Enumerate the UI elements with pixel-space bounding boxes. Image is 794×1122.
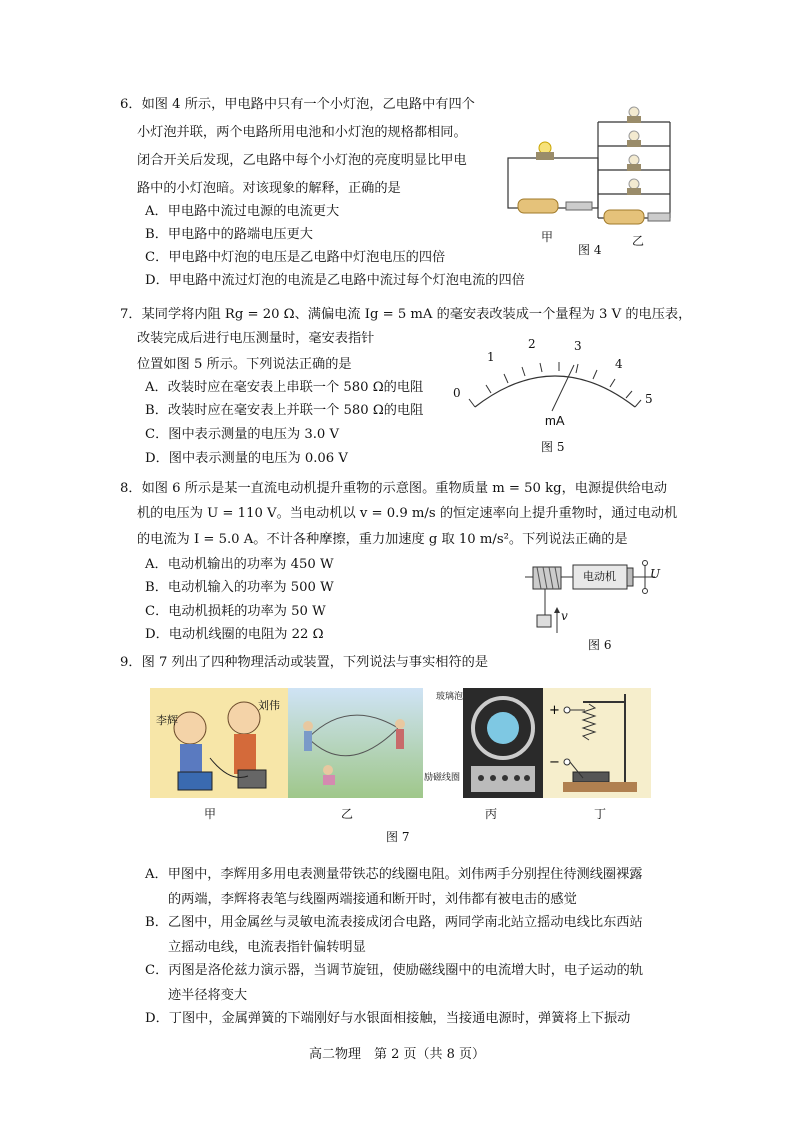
q6-option-d: D．甲电路中流过灯泡的电流是乙电路中流过每个灯泡电流的四倍 [145,273,525,288]
svg-text:+: + [549,703,560,718]
svg-text:−: − [549,755,560,770]
fig7-caption: 图 7 [386,830,410,844]
fig7-panel-ding [543,688,651,798]
q6-stem-line-1: 6．如图 4 所示，甲电路中只有一个小灯泡，乙电路中有四个 [120,97,475,112]
q9-option-b-line-2: 立摇动电线，电流表指针偏转明显 [168,940,366,955]
fig7-coil-label: 励磁线圈 [424,773,461,783]
fig7-tube-label: 玻璃泡 [436,692,464,702]
bulb-socket-icon [536,152,554,160]
q9-option-b-line-1: B．乙图中，用金属丝与灵敏电流表接成闭合电路，两同学南北站立摇动电线比东西站 [145,915,643,930]
q9-option-c-line-2: 迹半径将变大 [168,988,248,1003]
fig5-caption: 图 5 [541,440,565,454]
scale-label-0: 0 [453,386,461,400]
q7-option-a: A．改装时应在毫安表上串联一个 580 Ω的电阻 [145,380,424,395]
q6-option-c: C．甲电路中灯泡的电压是乙电路中灯泡电压的四倍 [145,250,446,265]
voltage-label: U [650,567,661,581]
q9-option-d: D．丁图中，金属弹簧的下端刚好与水银面相接触，当接通电源时，弹簧将上下振动 [145,1011,631,1026]
fig7-name-liuwei: 刘伟 [258,699,280,712]
q8-option-d: D．电动机线圈的电阻为 22 Ω [145,627,324,642]
page-footer: 高二物理 第 2 页（共 8 页） [308,1047,486,1062]
weight-icon [537,615,551,627]
q6-stem-line-4: 路中的小灯泡暗。对该现象的解释，正确的是 [137,181,401,196]
q7-option-b: B．改装时应在毫安表上并联一个 580 Ω的电阻 [145,403,424,418]
fig7-panel-bing [463,688,543,798]
figure-4-circuits [500,100,690,240]
q7-option-d: D．图中表示测量的电压为 0.06 V [145,451,348,466]
q8-option-b: B．电动机输入的功率为 500 W [145,580,334,595]
fig7-label-jia: 甲 [204,807,217,821]
fig4-label-yi: 乙 [632,234,645,248]
fig7-name-lihui: 李辉 [156,714,178,727]
q6-option-b: B．甲电路中的路端电压更大 [145,227,313,242]
switch-icon [648,213,670,221]
q6-stem-line-3: 闭合开关后发现，乙电路中每个小灯泡的亮度明显比甲电 [137,153,467,168]
scale-label-4: 4 [615,357,623,371]
q7-stem-line-3: 位置如图 5 所示。下列说法正确的是 [137,357,352,372]
yi-bulbs [627,107,641,195]
switch-icon [566,202,592,210]
meter-unit: mA [545,413,565,428]
scale-label-1: 1 [487,350,495,364]
scale-label-5: 5 [645,392,653,406]
battery-icon [604,210,644,224]
motor-label: 电动机 [583,570,616,583]
velocity-label: v [561,609,568,623]
fig6-caption: 图 6 [588,638,612,652]
q8-stem-line-1: 8．如图 6 所示是某一直流电动机提升重物的示意图。重物质量 m = 50 kg，电源提供给电动 [120,481,668,496]
scale-label-3: 3 [574,339,582,353]
fig7-panel-yi [288,688,423,798]
q6-option-a: A．甲电路中流过电源的电流更大 [145,204,340,219]
q7-stem-line-1: 7．某同学将内阻 Rg = 20 Ω、满偏电流 Ig = 5 mA 的毫安表改装成一个量程为 3 V 的电压表， [120,307,692,322]
fig7-label-bing: 丙 [485,807,498,821]
q6-stem-line-2: 小灯泡并联，两个电路所用电池和小灯泡的规格都相同。 [137,125,467,140]
q7-option-c: C．图中表示测量的电压为 3.0 V [145,427,340,442]
q9-stem: 9．图 7 列出了四种物理活动或装置，下列说法与事实相符的是 [120,655,489,670]
fig4-caption: 图 4 [578,243,602,257]
q8-option-a: A．电动机输出的功率为 450 W [145,557,334,572]
scale-label-2: 2 [528,337,536,351]
fig7-label-yi: 乙 [341,807,354,821]
q8-stem-line-2: 机的电压为 U = 110 V。当电动机以 v = 0.9 m/s 的恒定速率向上提升重物时，通过电动机 [137,506,678,521]
q9-option-a-line-1: A．甲图中，李辉用多用电表测量带铁芯的线圈电阻。刘伟两手分别捏住待测线圈裸露 [145,867,643,882]
battery-icon [518,199,558,213]
figure-6-motor-diagram [525,555,665,635]
q8-stem-line-3: 的电流为 I = 5.0 A。不计各种摩擦，重力加速度 g 取 10 m/s²。下列说法正确的是 [137,532,628,547]
q7-stem-line-2: 改装完成后进行电压测量时，毫安表指针 [137,331,375,346]
meter-needle [552,365,574,411]
q8-option-c: C．电动机损耗的功率为 50 W [145,604,326,619]
arrow-up-icon [554,607,560,613]
fig4-label-jia: 甲 [541,230,554,244]
q9-option-a-line-2: 的两端，李辉将表笔与线圈两端接通和断开时，刘伟都有被电击的感觉 [168,892,577,907]
fig7-label-ding: 丁 [594,807,607,821]
q9-option-c-line-1: C．丙图是洛伦兹力演示器，当调节旋钮，使励磁线圈中的电流增大时，电子运动的轨 [145,963,644,978]
